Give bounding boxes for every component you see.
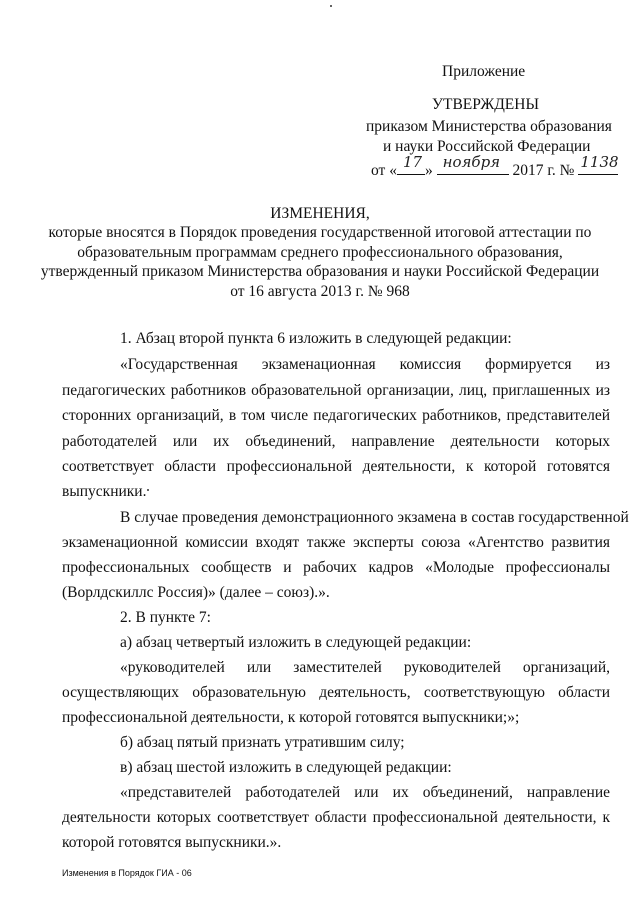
paragraph-line: профессиональной деятельности, к которой готовятся выпускники;»;	[62, 709, 520, 726]
date-day-handwritten: 17	[402, 153, 423, 171]
date-month-blank	[437, 153, 509, 175]
item-2a: а) абзац четвертый изложить в следующей редакции:	[120, 634, 472, 651]
title-line: образовательным программам среднего профессионального образования,	[77, 244, 563, 261]
approved-heading: УТВЕРЖДЕНЫ	[432, 96, 539, 113]
paragraph-line: соответствует области профессиональной деятельности, к которой готовятся	[62, 458, 610, 475]
paragraph-line: В случае проведения демонстрационного экзамена в состав государственной	[120, 509, 629, 526]
paragraph-line: «руководителей или заместителей руководителей организаций,	[120, 659, 610, 676]
paragraph-line: работодателей или их объединений, направление деятельности которых	[62, 433, 610, 450]
paragraph-line: (Ворлдскиллс Россия)» (далее – союз).».	[62, 584, 330, 601]
paragraph-line: осуществляющих образовательную деятельность, соответствующую области	[62, 684, 610, 701]
page-footer: Изменения в Порядок ГИА - 06	[62, 868, 192, 878]
order-date-line	[371, 153, 619, 179]
scan-speck	[147, 489, 149, 491]
item-1: 1. Абзац второй пункта 6 изложить в следующей редакции:	[120, 330, 512, 347]
item-2: 2. В пункте 7:	[120, 609, 211, 626]
date-day-blank	[397, 153, 425, 175]
paragraph-line: сторонних организаций, в том числе педагогических работников, представителей	[62, 407, 610, 424]
paragraph-line: «представителей работодателей или их объединений, направление	[120, 784, 610, 801]
date-year: 2017 г. №	[512, 162, 575, 179]
title-line: которые вносятся в Порядок проведения государственной итоговой аттестации по	[48, 224, 592, 241]
appendix-label: Приложение	[442, 63, 526, 80]
document-title: ИЗМЕНЕНИЯ,	[270, 205, 370, 222]
date-month-handwritten: ноября	[442, 153, 501, 171]
item-2b: б) абзац пятый признать утратившим силу;	[120, 734, 405, 751]
scan-speck	[330, 5, 332, 7]
order-line-2: и науки Российской Федерации	[383, 138, 591, 155]
paragraph-line: экзаменационной комиссии входят также эксперты союза «Агентство развития	[62, 534, 610, 551]
date-mid: »	[424, 162, 433, 179]
order-number-blank	[578, 153, 619, 175]
item-2c: в) абзац шестой изложить в следующей редакции:	[120, 759, 452, 776]
paragraph-line: которой готовятся выпускники.».	[62, 834, 282, 851]
paragraph-line: «Государственная экзаменационная комиссия формируется из	[120, 356, 610, 373]
paragraph-line: педагогических работников образовательной организации, лиц, приглашенных из	[62, 382, 610, 399]
paragraph-line: профессиональных сообществ и рабочих кадров «Молодые профессионалы	[62, 559, 610, 576]
paragraph-line: выпускники.	[62, 483, 147, 500]
title-line: от 16 августа 2013 г. № 968	[230, 283, 410, 300]
title-line: утвержденный приказом Министерства образования и науки Российской Федерации	[40, 263, 600, 280]
paragraph-line: деятельности которых соответствует области профессиональной деятельности, к	[62, 809, 610, 826]
order-number-handwritten: 1138	[580, 153, 619, 171]
order-line-1: приказом Министерства образования	[366, 118, 612, 135]
date-prefix: от «	[371, 162, 397, 179]
